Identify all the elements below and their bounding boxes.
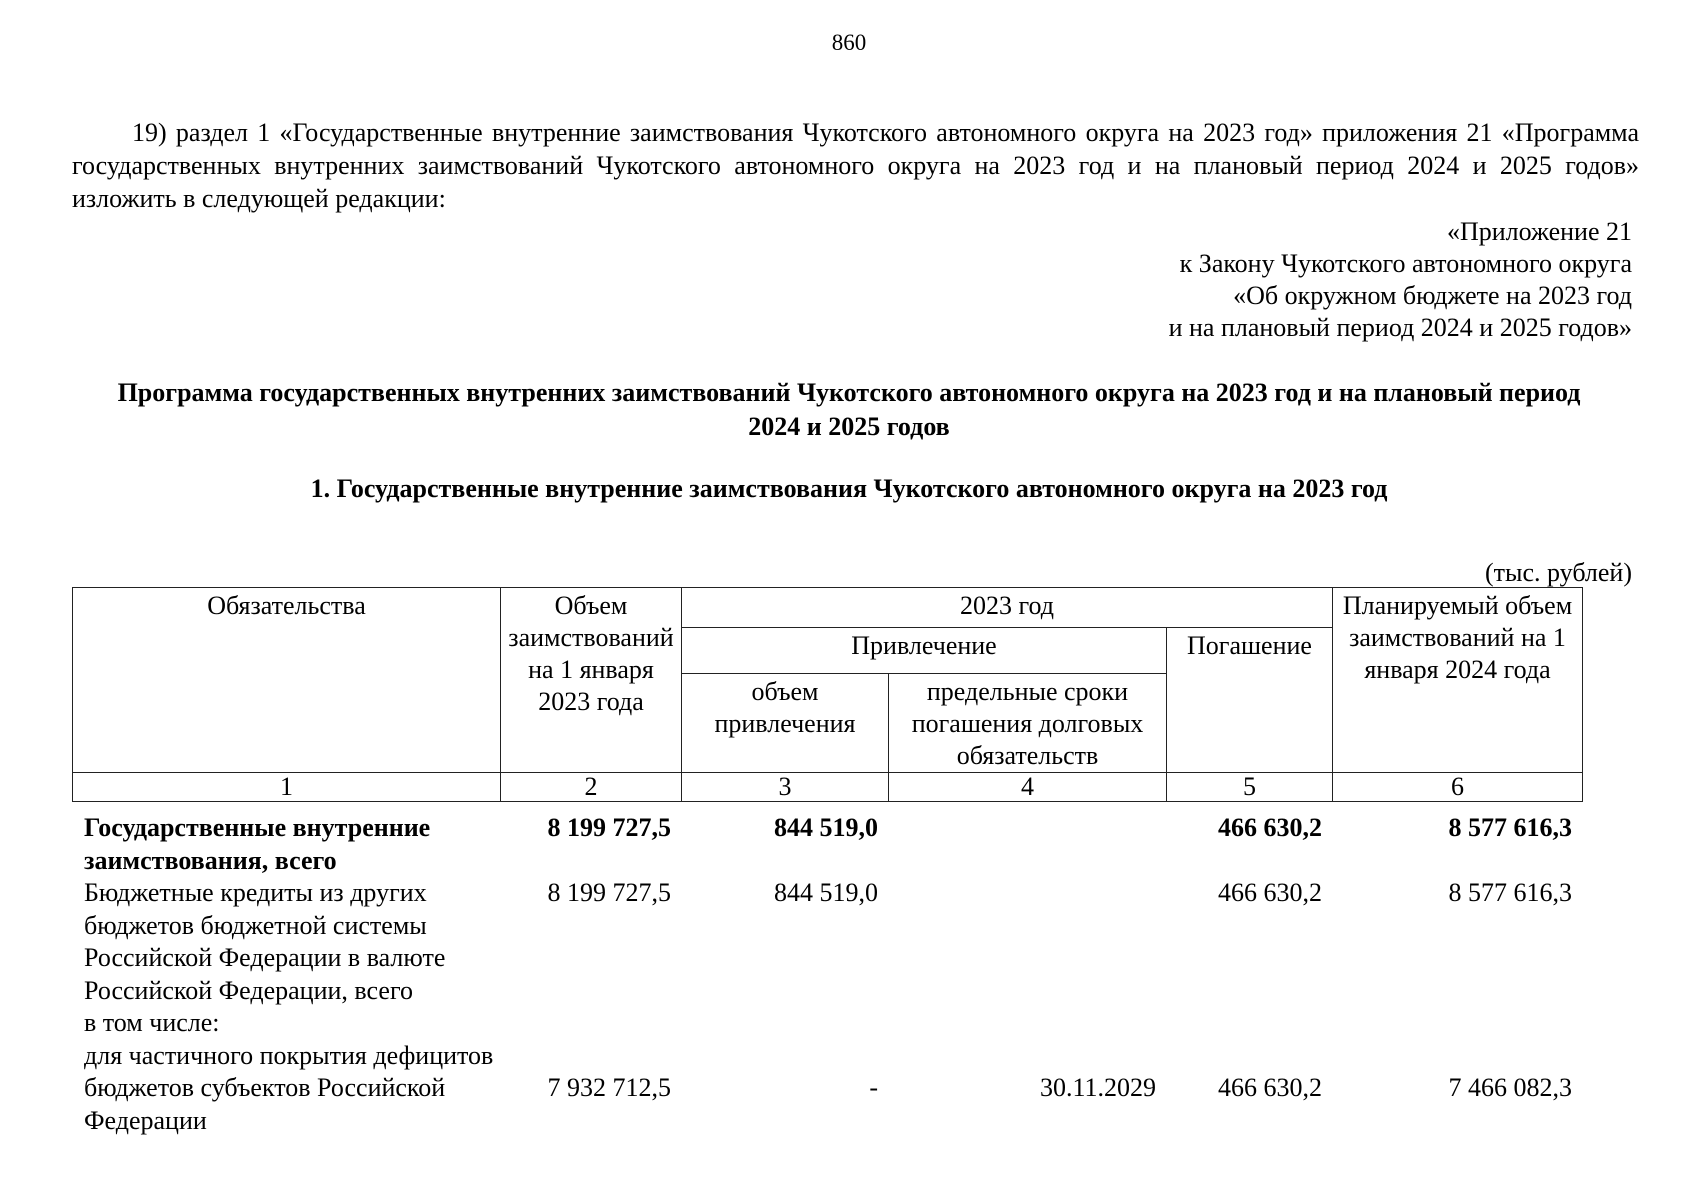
table-header [72,587,1583,802]
header-planned-volume: Планируемый объем заимствований на 1 января 2024 года [1333,588,1583,773]
units-label: (тыс. рублей) [1484,558,1632,587]
column-number: 4 [889,773,1167,802]
cell-deadline: 30.11.2029 [1039,1073,1156,1102]
appendix-line: к Закону Чукотского автономного округа [1179,249,1632,278]
table-row [72,812,1582,877]
cell-deadline [888,877,1166,1007]
appendix-reference [1169,216,1632,344]
header-obligations: Обязательства [73,588,501,773]
row-name: в том числе: [84,1008,220,1037]
cell-planned: 8 577 616,3 [1448,878,1572,907]
table-row [72,1040,1582,1138]
appendix-line: и на плановый период 2024 и 2025 годов» [1168,313,1632,342]
cell-volume-start: 8 199 727,5 [547,878,671,907]
cell-attraction-volume: 844 519,0 [774,878,878,907]
column-number: 2 [501,773,682,802]
header-year: 2023 год [682,588,1333,628]
row-name: для частичного покрытия дефицитов бюджетов субъектов Российской Федерации [84,1040,494,1135]
column-number: 5 [1167,773,1333,802]
cell-volume-start: 8 199 727,5 [547,813,671,842]
column-number: 1 [73,773,501,802]
cell-repayment: 466 630,2 [1218,878,1322,907]
header-attraction: Привлечение [682,628,1167,674]
appendix-line: «Приложение 21 [1446,217,1632,246]
table-row [72,1007,1582,1040]
cell-deadline [888,812,1166,877]
header-attraction-volume: объем привлечения [682,674,889,773]
row-name: Государственные внутренние заимствования, всего [84,813,431,875]
cell-planned: 8 577 616,3 [1448,813,1572,842]
row-name: Бюджетные кредиты из других бюджетов бюджетной системы Российской Федерации в валюте Российской Федерации, всего [84,878,446,1005]
cell-repayment: 466 630,2 [1218,1073,1322,1102]
cell-attraction-volume: 844 519,0 [774,813,878,842]
program-title: Программа государственных внутренних заимствований Чукотского автономного округа на 2023 год и на плановый период 2024 и 2025 годов [117,378,1581,441]
section-title: 1. Государственные внутренние заимствования Чукотского автономного округа на 2023 год [310,474,1388,503]
cell-planned: 7 466 082,3 [1448,1073,1572,1102]
table-body [72,812,1582,1137]
header-volume-start: Объем заимствований на 1 января 2023 года [501,588,682,773]
cell-volume-start: 7 932 712,5 [547,1073,671,1102]
cell-repayment: 466 630,2 [1218,813,1322,842]
column-number: 3 [682,773,889,802]
table-row [72,877,1582,1007]
intro-paragraph: 19) раздел 1 «Государственные внутренние заимствования Чукотского автономного округа на 2023 год» приложения 21 «Программа государственных внутренних заимствований Чукотского автономного округа на 2023 год и на плановый период 2024 и 2025 годов» изложить в следующей редакции: [72,118,1639,213]
appendix-line: «Об окружном бюджете на 2023 год [1233,281,1632,310]
header-deadlines: предельные сроки погашения долговых обязательств [889,674,1167,773]
header-repayment: Погашение [1167,628,1333,773]
cell-attraction-volume: - [869,1073,878,1102]
page-number: 860 [831,30,867,55]
column-number: 6 [1333,773,1583,802]
